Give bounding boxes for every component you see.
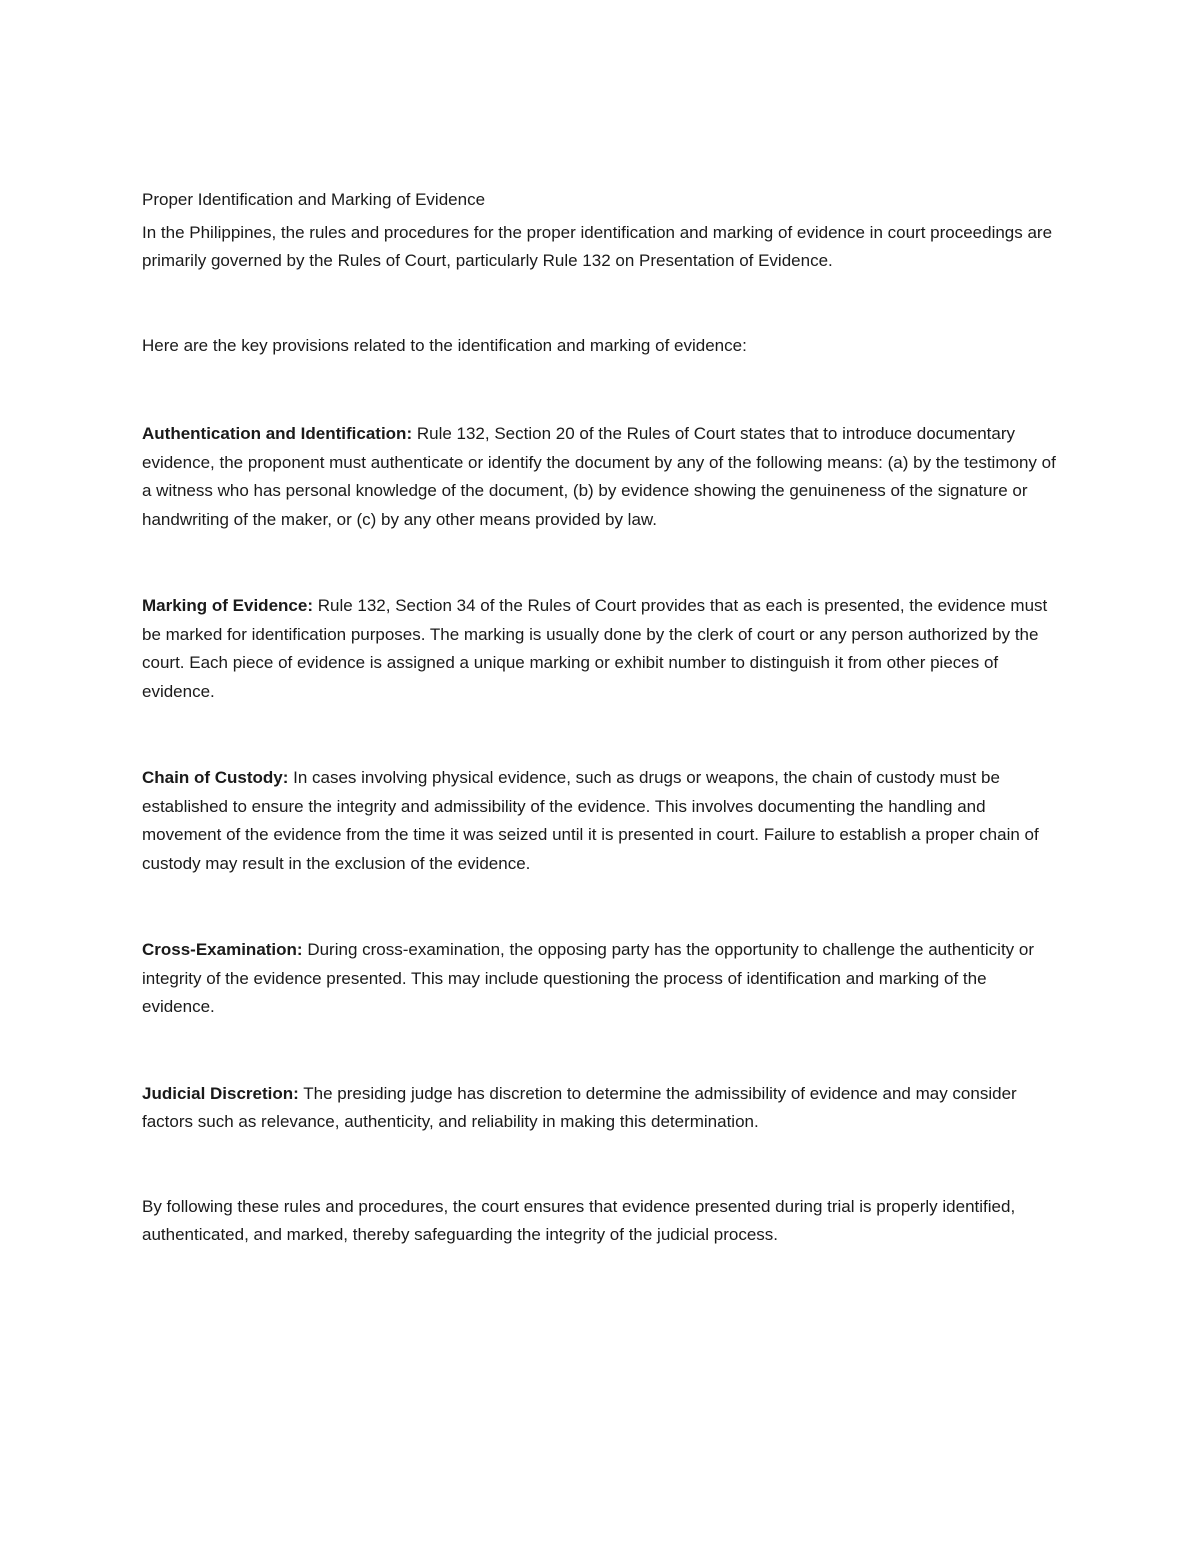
- section-text: During cross-examination, the opposing party has the opportunity to challenge the authenticity or integrity of the evidence presented. This may include questioning the process of identification and marking of the evidence.: [142, 940, 1035, 1016]
- conclusion-paragraph: By following these rules and procedures, the court ensures that evidence presented during trial is properly identified, authenticated, and marked, thereby safeguarding the integrity of the judicial process.: [142, 1196, 1016, 1244]
- intro-paragraph: In the Philippines, the rules and procedures for the proper identification and marking of evidence in court proceedings are primarily governed by the Rules of Court, particularly Rule 132 on Presentation of Evidence.: [142, 222, 1053, 270]
- section-term: Authentication and Identification:: [142, 424, 413, 443]
- section-text: In cases involving physical evidence, such as drugs or weapons, the chain of custody must be established to ensure the integrity and admissibility of the evidence. This involves documenting the handling and movement of the evidence from the time it was seized until it is presented in court. Failure to establish a proper chain of custody may result in the exclusion of the evidence.: [142, 768, 1039, 873]
- section-term: Marking of Evidence:: [142, 596, 313, 615]
- section-text: The presiding judge has discretion to determine the admissibility of evidence and may consider factors such as relevance, authenticity, and reliability in making this determination.: [142, 1083, 1017, 1131]
- section-cross-examination: [142, 936, 1060, 1022]
- section-marking: [142, 592, 1060, 706]
- section-term: Judicial Discretion:: [142, 1083, 299, 1103]
- section-authentication: [142, 420, 1060, 534]
- section-chain-of-custody: [142, 764, 1060, 878]
- section-judicial-discretion: [142, 1080, 1060, 1137]
- section-text: Rule 132, Section 34 of the Rules of Court provides that as each is presented, the evidence must be marked for identification purposes. The marking is usually done by the clerk of court or any person authorized by the court. Each piece of evidence is assigned a unique marking or exhibit number to distinguish it from other pieces of evidence.: [142, 596, 1048, 701]
- document-body: [142, 186, 1060, 1250]
- section-text: Rule 132, Section 20 of the Rules of Court states that to introduce documentary evidence, the proponent must authenticate or identify the document by any of the following means: (a) by the testimony of a witness who has personal knowledge of the document, (b) by evidence showing the genuineness of the signature or handwriting of the maker, or (c) by any other means provided by law.: [142, 424, 1056, 529]
- section-term: Cross-Examination:: [142, 940, 303, 959]
- section-term: Chain of Custody:: [142, 768, 289, 787]
- lead-paragraph: Here are the key provisions related to the identification and marking of evidence:: [142, 335, 747, 355]
- document-title: Proper Identification and Marking of Evidence: [142, 190, 486, 209]
